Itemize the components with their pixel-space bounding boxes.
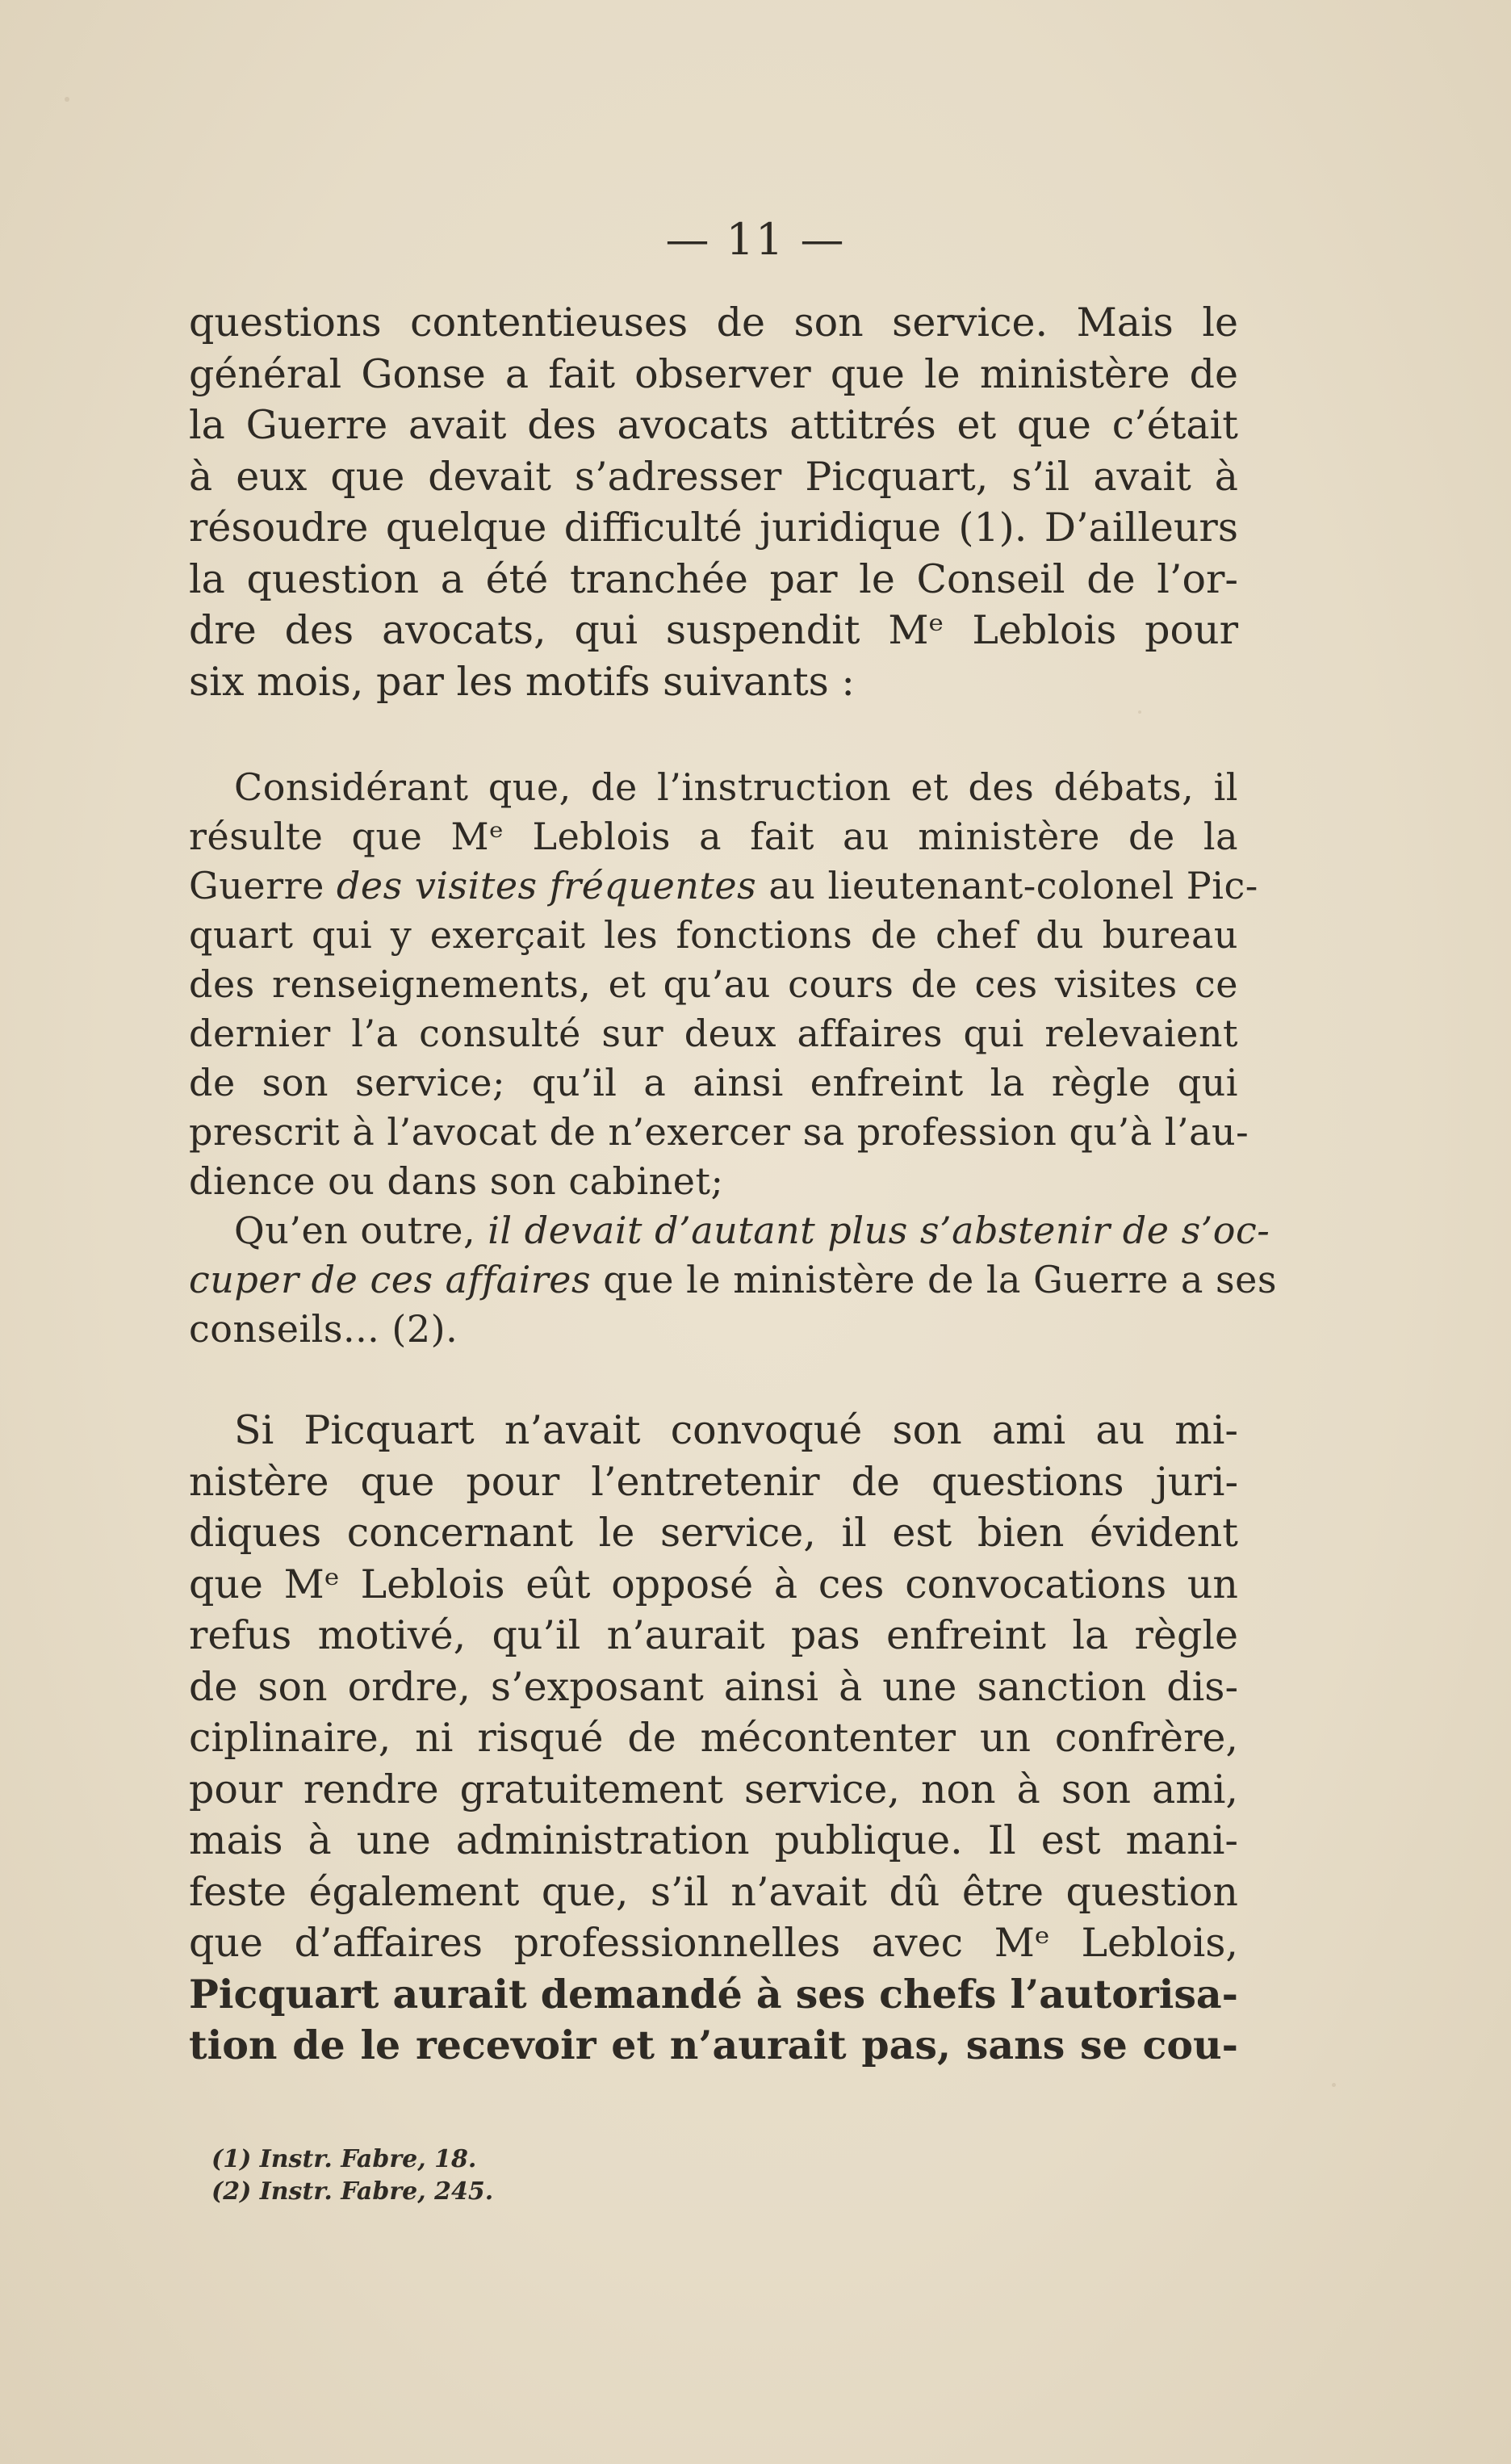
text-line: la question a été tranchée par le Conseil de l’or- [189, 555, 1238, 602]
quote-line: dernier l’a consulté sur deux affaires qui relevaient [189, 1012, 1238, 1055]
quoted-judgment [189, 763, 1277, 1354]
text-line: diques concernant le service, il est bien évident [189, 1510, 1238, 1556]
quote-line: résulte que Mᵉ Leblois a fait au ministère de la [189, 815, 1238, 858]
paper-speck [65, 97, 69, 102]
text-line: questions contentieuses de son service. Mais le [189, 300, 1238, 346]
text-line: à eux que devait s’adresser Picquart, s’il avait à [189, 453, 1238, 500]
text-line: Si Picquart n’avait convoqué son ami au mi- [234, 1407, 1238, 1453]
text-line: tion de le recevoir et n’aurait pas, sans se cou- [189, 2022, 1238, 2068]
text-line: que d’affaires professionnelles avec Mᵉ Leblois, [189, 1920, 1238, 1966]
quote-line [189, 861, 1258, 911]
italic-emphasis: cuper de ces affaires [189, 1258, 592, 1301]
quote-line: des renseignements, et qu’au cours de ces visites ce [189, 962, 1238, 1006]
footnote-2: (2) Instr. Fabre, 245. [211, 2177, 494, 2206]
text-line: refus motivé, qu’il n’aurait pas enfreint la règle [189, 1612, 1238, 1658]
paragraph-3 [189, 1405, 1238, 2072]
quote-line: Considérant que, de l’instruction et des débats, il [234, 765, 1238, 809]
page-number: — 11 — [665, 214, 846, 265]
quote-line [189, 1255, 1277, 1305]
paragraph-1 [189, 297, 1238, 707]
quote-text: Guerre [189, 864, 337, 907]
footnote-1: (1) Instr. Fabre, 18. [211, 2145, 477, 2173]
quote-text: Qu’en outre, [234, 1209, 488, 1252]
quote-text: au lieutenant-colonel Pic- [756, 864, 1258, 907]
quote-text: que le ministère de la Guerre a ses [591, 1258, 1277, 1301]
text-line: nistère que pour l’entretenir de questions juri- [189, 1458, 1238, 1505]
quote-line: conseils... (2). [189, 1307, 458, 1351]
paper-speck [1332, 2083, 1336, 2087]
footnotes [211, 2143, 493, 2208]
text-line: de son ordre, s’exposant ainsi à une sanction dis- [189, 1663, 1238, 1710]
text-line: mais à une administration publique. Il est mani- [189, 1817, 1238, 1863]
quote-line: quart qui y exerçait les fonctions de chef du bureau [189, 913, 1238, 957]
quote-line [189, 1206, 1270, 1255]
italic-emphasis: il devait d’autant plus s’abstenir de s’oc- [488, 1209, 1270, 1252]
quote-line: dience ou dans son cabinet; [189, 1159, 724, 1203]
text-line: dre des avocats, qui suspendit Mᵉ Leblois pour [189, 607, 1238, 653]
text-line: résoudre quelque difficulté juridique (1). D’ailleurs [189, 505, 1238, 551]
text-line: six mois, par les motifs suivants : [189, 658, 855, 705]
text-line: la Guerre avait des avocats attitrés et que c’était [189, 402, 1238, 448]
text-line: feste également que, s’il n’avait dû être question [189, 1868, 1238, 1915]
text-line: pour rendre gratuitement service, non à son ami, [189, 1766, 1238, 1812]
italic-emphasis: des visites fréquentes [336, 864, 757, 907]
text-line: que Mᵉ Leblois eût opposé à ces convocations un [189, 1561, 1238, 1607]
paper-speck [1138, 710, 1141, 714]
text-line: général Gonse a fait observer que le ministère de [189, 350, 1238, 397]
text-line: ciplinaire, ni risqué de mécontenter un confrère, [189, 1715, 1238, 1761]
text-line: Picquart aurait demandé à ses chefs l’autorisa- [189, 1970, 1238, 2018]
quote-line: prescrit à l’avocat de n’exercer sa profession qu’à l’au- [189, 1110, 1249, 1154]
quote-line: de son service; qu’il a ainsi enfreint la règle qui [189, 1061, 1238, 1104]
